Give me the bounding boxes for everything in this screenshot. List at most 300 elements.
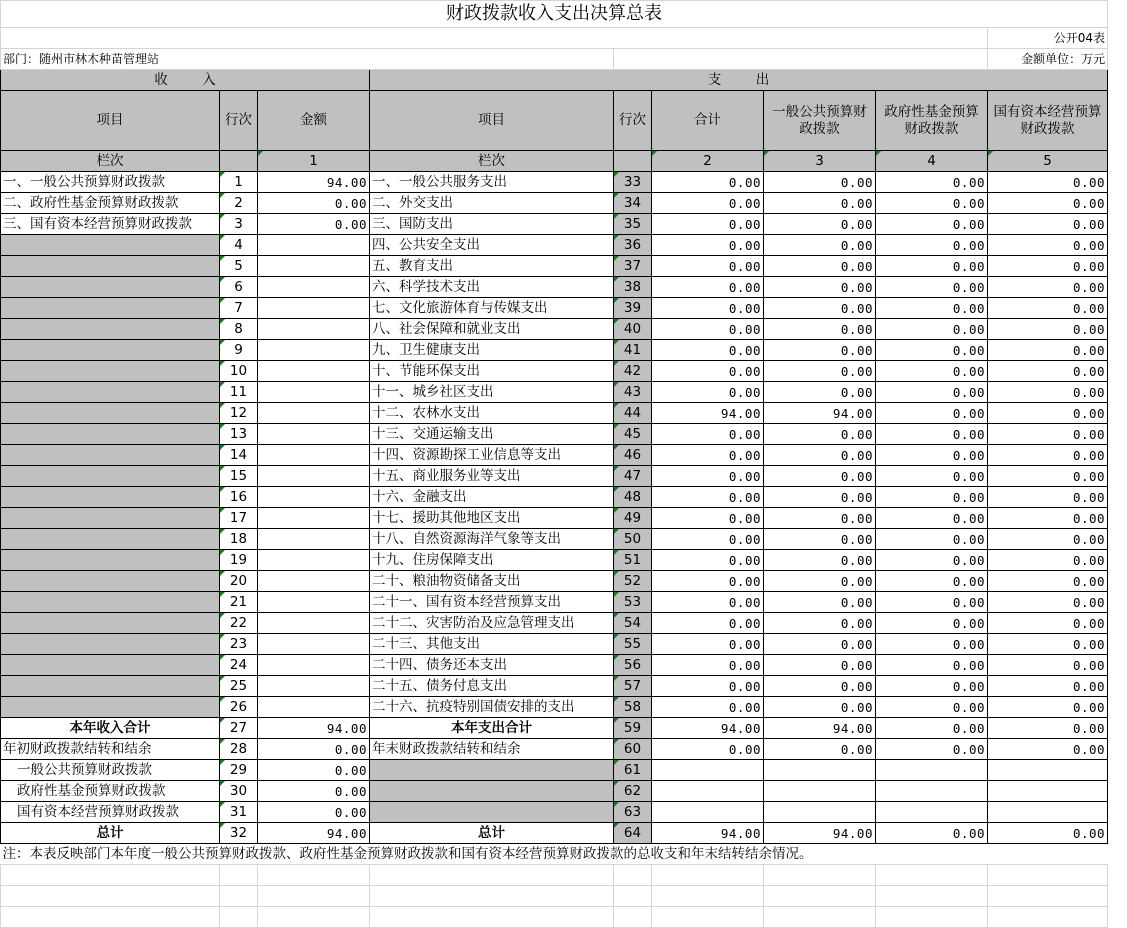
income-amount — [258, 235, 370, 256]
expense-row-no: 49 — [614, 508, 652, 529]
expense-fund: 0.00 — [876, 697, 988, 718]
expense-soe: 0.00 — [988, 382, 1108, 403]
income-row-no: 24 — [220, 655, 258, 676]
expense-general: 0.00 — [764, 676, 876, 697]
expense-row-no: 53 — [614, 592, 652, 613]
income-row-no: 10 — [220, 361, 258, 382]
table-row — [1, 655, 1108, 676]
income-item — [1, 550, 220, 571]
expense-item: 一、一般公共服务支出 — [370, 172, 614, 193]
header-general-budget: 一般公共预算财政拨款 — [764, 91, 876, 151]
expense-fund: 0.00 — [876, 214, 988, 235]
income-item — [1, 529, 220, 550]
income-amount — [258, 466, 370, 487]
income-item: 三、国有资本经营预算财政拨款 — [1, 214, 220, 235]
expense-soe: 0.00 — [988, 508, 1108, 529]
income-row-no: 3 — [220, 214, 258, 235]
summary-income-row-no: 27 — [220, 718, 258, 739]
income-amount — [258, 382, 370, 403]
expense-total: 0.00 — [652, 655, 764, 676]
expense-item: 十六、金融支出 — [370, 487, 614, 508]
summary-expense-fund — [876, 781, 988, 802]
income-item — [1, 361, 220, 382]
expense-row-no: 36 — [614, 235, 652, 256]
summary-expense-soe — [988, 802, 1108, 823]
expense-fund: 0.00 — [876, 655, 988, 676]
income-amount — [258, 571, 370, 592]
expense-total: 0.00 — [652, 382, 764, 403]
summary-expense-row-no: 59 — [614, 718, 652, 739]
expense-soe: 0.00 — [988, 529, 1108, 550]
expense-general: 0.00 — [764, 340, 876, 361]
income-row-no: 19 — [220, 550, 258, 571]
expense-soe: 0.00 — [988, 214, 1108, 235]
expense-general: 0.00 — [764, 487, 876, 508]
table-row — [1, 172, 1108, 193]
table-row — [1, 256, 1108, 277]
expense-item: 二十六、抗疫特别国债安排的支出 — [370, 697, 614, 718]
table-row — [1, 361, 1108, 382]
summary-expense-total: 94.00 — [652, 718, 764, 739]
expense-total: 0.00 — [652, 277, 764, 298]
expense-fund: 0.00 — [876, 466, 988, 487]
income-row-no: 7 — [220, 298, 258, 319]
expense-total: 0.00 — [652, 508, 764, 529]
income-amount — [258, 298, 370, 319]
income-row-no: 14 — [220, 445, 258, 466]
expense-soe: 0.00 — [988, 193, 1108, 214]
expense-item: 七、文化旅游体育与传媒支出 — [370, 298, 614, 319]
income-item — [1, 256, 220, 277]
expense-soe: 0.00 — [988, 340, 1108, 361]
expense-fund: 0.00 — [876, 529, 988, 550]
summary-expense-general: 94.00 — [764, 823, 876, 844]
expense-soe: 0.00 — [988, 403, 1108, 424]
income-amount — [258, 613, 370, 634]
column-index-3: 3 — [764, 151, 876, 172]
income-amount: 94.00 — [258, 172, 370, 193]
summary-expense-general: 94.00 — [764, 718, 876, 739]
expense-general: 0.00 — [764, 256, 876, 277]
summary-income-item: 总计 — [1, 823, 220, 844]
expense-soe: 0.00 — [988, 424, 1108, 445]
summary-expense-fund — [876, 802, 988, 823]
summary-expense-fund — [876, 760, 988, 781]
expense-soe: 0.00 — [988, 256, 1108, 277]
expense-row-no: 55 — [614, 634, 652, 655]
expense-general: 0.00 — [764, 193, 876, 214]
expense-row-no: 43 — [614, 382, 652, 403]
expense-general: 0.00 — [764, 424, 876, 445]
expense-general: 0.00 — [764, 298, 876, 319]
expense-row-no: 47 — [614, 466, 652, 487]
income-item — [1, 424, 220, 445]
summary-income-amount: 94.00 — [258, 718, 370, 739]
expense-fund: 0.00 — [876, 592, 988, 613]
expense-item: 十五、商业服务业等支出 — [370, 466, 614, 487]
expense-soe: 0.00 — [988, 172, 1108, 193]
table-row — [1, 214, 1108, 235]
expense-fund: 0.00 — [876, 298, 988, 319]
summary-expense-general: 0.00 — [764, 739, 876, 760]
expense-item: 十九、住房保障支出 — [370, 550, 614, 571]
summary-income-item: 本年收入合计 — [1, 718, 220, 739]
summary-row — [1, 760, 1108, 781]
income-row-no: 15 — [220, 466, 258, 487]
income-amount — [258, 445, 370, 466]
table-row — [1, 592, 1108, 613]
expense-item: 八、社会保障和就业支出 — [370, 319, 614, 340]
expense-row-no: 33 — [614, 172, 652, 193]
income-row-no: 22 — [220, 613, 258, 634]
income-row-no: 26 — [220, 697, 258, 718]
expense-item: 十三、交通运输支出 — [370, 424, 614, 445]
summary-income-amount: 0.00 — [258, 739, 370, 760]
income-amount — [258, 634, 370, 655]
column-index-4: 4 — [876, 151, 988, 172]
expense-fund: 0.00 — [876, 634, 988, 655]
income-row-no: 21 — [220, 592, 258, 613]
expense-total: 94.00 — [652, 403, 764, 424]
summary-expense-total — [652, 802, 764, 823]
expense-item: 十四、资源勘探工业信息等支出 — [370, 445, 614, 466]
expense-soe: 0.00 — [988, 319, 1108, 340]
income-item — [1, 319, 220, 340]
income-amount — [258, 256, 370, 277]
income-item: 二、政府性基金预算财政拨款 — [1, 193, 220, 214]
expense-soe: 0.00 — [988, 277, 1108, 298]
expense-fund: 0.00 — [876, 256, 988, 277]
expense-general: 0.00 — [764, 277, 876, 298]
expense-row-no: 37 — [614, 256, 652, 277]
table-row — [1, 445, 1108, 466]
expense-row-no: 41 — [614, 340, 652, 361]
expense-general: 0.00 — [764, 235, 876, 256]
expense-total: 0.00 — [652, 298, 764, 319]
income-amount — [258, 487, 370, 508]
expense-total: 0.00 — [652, 697, 764, 718]
income-item — [1, 697, 220, 718]
expense-general: 0.00 — [764, 466, 876, 487]
expense-item: 十二、农林水支出 — [370, 403, 614, 424]
expense-item: 二十三、其他支出 — [370, 634, 614, 655]
expense-general: 0.00 — [764, 382, 876, 403]
summary-expense-soe — [988, 760, 1108, 781]
header-expense-item: 项目 — [370, 91, 614, 151]
expense-row-no: 57 — [614, 676, 652, 697]
income-amount — [258, 424, 370, 445]
summary-expense-total — [652, 781, 764, 802]
expense-total: 0.00 — [652, 487, 764, 508]
summary-income-amount: 0.00 — [258, 781, 370, 802]
income-row-no: 13 — [220, 424, 258, 445]
summary-income-item: 一般公共预算财政拨款 — [1, 760, 220, 781]
unit-label: 金额单位：万元 — [988, 49, 1108, 70]
expense-general: 0.00 — [764, 445, 876, 466]
summary-expense-item: 总计 — [370, 823, 614, 844]
income-amount: 0.00 — [258, 214, 370, 235]
expense-row-no: 34 — [614, 193, 652, 214]
expense-item: 十、节能环保支出 — [370, 361, 614, 382]
expense-row-no: 38 — [614, 277, 652, 298]
income-amount — [258, 277, 370, 298]
income-row-no: 2 — [220, 193, 258, 214]
summary-expense-row-no: 63 — [614, 802, 652, 823]
expense-row-no: 35 — [614, 214, 652, 235]
income-item — [1, 466, 220, 487]
expense-fund: 0.00 — [876, 235, 988, 256]
expense-general: 0.00 — [764, 655, 876, 676]
summary-row — [1, 802, 1108, 823]
expense-item: 六、科学技术支出 — [370, 277, 614, 298]
income-row-no: 11 — [220, 382, 258, 403]
expense-soe: 0.00 — [988, 676, 1108, 697]
income-item: 一、一般公共预算财政拨款 — [1, 172, 220, 193]
income-row-no: 25 — [220, 676, 258, 697]
header-income-row-no: 行次 — [220, 91, 258, 151]
summary-expense-item: 年末财政拨款结转和结余 — [370, 739, 614, 760]
income-item — [1, 592, 220, 613]
table-row — [1, 634, 1108, 655]
expense-item: 二十四、债务还本支出 — [370, 655, 614, 676]
expense-fund: 0.00 — [876, 487, 988, 508]
expense-row-no: 52 — [614, 571, 652, 592]
summary-income-item: 国有资本经营预算财政拨款 — [1, 802, 220, 823]
expense-fund: 0.00 — [876, 403, 988, 424]
income-row-no: 23 — [220, 634, 258, 655]
expense-fund: 0.00 — [876, 445, 988, 466]
expense-soe: 0.00 — [988, 592, 1108, 613]
summary-expense-general — [764, 781, 876, 802]
expense-general: 0.00 — [764, 319, 876, 340]
income-row-no: 12 — [220, 403, 258, 424]
expense-row-no: 42 — [614, 361, 652, 382]
summary-expense-soe: 0.00 — [988, 823, 1108, 844]
income-row-no: 18 — [220, 529, 258, 550]
income-row-no: 20 — [220, 571, 258, 592]
summary-expense-item — [370, 760, 614, 781]
summary-income-row-no: 28 — [220, 739, 258, 760]
expense-total: 0.00 — [652, 676, 764, 697]
expense-total: 0.00 — [652, 613, 764, 634]
expense-fund: 0.00 — [876, 193, 988, 214]
table-row — [1, 277, 1108, 298]
summary-expense-row-no: 61 — [614, 760, 652, 781]
expense-total: 0.00 — [652, 634, 764, 655]
income-amount: 0.00 — [258, 193, 370, 214]
expense-total: 0.00 — [652, 550, 764, 571]
summary-expense-total: 0.00 — [652, 739, 764, 760]
summary-income-amount: 0.00 — [258, 802, 370, 823]
table-row — [1, 697, 1108, 718]
expense-general: 0.00 — [764, 550, 876, 571]
form-number: 公开04表 — [988, 28, 1108, 49]
expense-item: 二十一、国有资本经营预算支出 — [370, 592, 614, 613]
expense-fund: 0.00 — [876, 508, 988, 529]
expense-general: 0.00 — [764, 634, 876, 655]
expense-soe: 0.00 — [988, 487, 1108, 508]
expense-total: 0.00 — [652, 529, 764, 550]
expense-total: 0.00 — [652, 340, 764, 361]
expense-row-no: 40 — [614, 319, 652, 340]
summary-expense-fund: 0.00 — [876, 718, 988, 739]
expense-total: 0.00 — [652, 235, 764, 256]
income-row-no: 4 — [220, 235, 258, 256]
expense-total: 0.00 — [652, 214, 764, 235]
income-amount — [258, 319, 370, 340]
expense-row-no: 39 — [614, 298, 652, 319]
summary-expense-total — [652, 760, 764, 781]
expense-soe: 0.00 — [988, 235, 1108, 256]
table-row — [1, 424, 1108, 445]
summary-income-item: 年初财政拨款结转和结余 — [1, 739, 220, 760]
footnote: 注：本表反映部门本年度一般公共预算财政拨款、政府性基金预算财政拨款和国有资本经营预算财政拨款的总收支和年末结转结余情况。 — [2, 845, 813, 862]
expense-total: 0.00 — [652, 445, 764, 466]
expense-total: 0.00 — [652, 361, 764, 382]
expense-fund: 0.00 — [876, 340, 988, 361]
table-row — [1, 193, 1108, 214]
expense-item: 二十、粮油物资储备支出 — [370, 571, 614, 592]
expense-row-no: 56 — [614, 655, 652, 676]
expense-row-no: 54 — [614, 613, 652, 634]
table-row — [1, 571, 1108, 592]
expense-soe: 0.00 — [988, 445, 1108, 466]
expense-row-no: 50 — [614, 529, 652, 550]
expense-total: 0.00 — [652, 592, 764, 613]
expense-soe: 0.00 — [988, 298, 1108, 319]
table-row — [1, 298, 1108, 319]
income-item — [1, 445, 220, 466]
header-expense-row-no: 行次 — [614, 91, 652, 151]
table-row — [1, 319, 1108, 340]
expense-general: 0.00 — [764, 592, 876, 613]
table-row — [1, 487, 1108, 508]
summary-row — [1, 781, 1108, 802]
summary-expense-general — [764, 760, 876, 781]
expense-general: 94.00 — [764, 403, 876, 424]
income-amount — [258, 697, 370, 718]
income-item — [1, 676, 220, 697]
income-item — [1, 298, 220, 319]
expense-total: 0.00 — [652, 424, 764, 445]
income-section-header: 收 入 — [1, 70, 370, 91]
expense-general: 0.00 — [764, 214, 876, 235]
expense-soe: 0.00 — [988, 550, 1108, 571]
expense-item: 五、教育支出 — [370, 256, 614, 277]
income-row-no: 5 — [220, 256, 258, 277]
summary-expense-row-no: 64 — [614, 823, 652, 844]
summary-row — [1, 718, 1108, 739]
summary-expense-row-no: 62 — [614, 781, 652, 802]
expense-total: 0.00 — [652, 571, 764, 592]
summary-expense-soe — [988, 781, 1108, 802]
expense-general: 0.00 — [764, 172, 876, 193]
income-amount — [258, 361, 370, 382]
summary-income-amount: 0.00 — [258, 760, 370, 781]
income-amount — [258, 592, 370, 613]
expense-general: 0.00 — [764, 508, 876, 529]
income-amount — [258, 655, 370, 676]
income-amount — [258, 550, 370, 571]
table-row — [1, 235, 1108, 256]
summary-income-item: 政府性基金预算财政拨款 — [1, 781, 220, 802]
expense-fund: 0.00 — [876, 424, 988, 445]
expense-soe: 0.00 — [988, 361, 1108, 382]
expense-fund: 0.00 — [876, 172, 988, 193]
summary-expense-item — [370, 781, 614, 802]
summary-row — [1, 739, 1108, 760]
expense-item: 二十二、灾害防治及应急管理支出 — [370, 613, 614, 634]
income-item — [1, 508, 220, 529]
summary-expense-total: 94.00 — [652, 823, 764, 844]
expense-item: 三、国防支出 — [370, 214, 614, 235]
expense-total: 0.00 — [652, 256, 764, 277]
expense-fund: 0.00 — [876, 277, 988, 298]
summary-expense-item — [370, 802, 614, 823]
header-soe-budget: 国有资本经营预算财政拨款 — [988, 91, 1108, 151]
income-amount — [258, 676, 370, 697]
summary-income-row-no: 30 — [220, 781, 258, 802]
summary-income-row-no: 29 — [220, 760, 258, 781]
expense-soe: 0.00 — [988, 613, 1108, 634]
income-item — [1, 613, 220, 634]
expense-fund: 0.00 — [876, 676, 988, 697]
summary-income-amount: 94.00 — [258, 823, 370, 844]
expense-soe: 0.00 — [988, 571, 1108, 592]
column-index-label: 栏次 — [370, 151, 614, 172]
column-index-1: 1 — [258, 151, 370, 172]
table-row — [1, 340, 1108, 361]
income-item — [1, 634, 220, 655]
header-fund-budget: 政府性基金预算财政拨款 — [876, 91, 988, 151]
expense-soe: 0.00 — [988, 634, 1108, 655]
income-item — [1, 235, 220, 256]
income-amount — [258, 508, 370, 529]
table-row — [1, 550, 1108, 571]
column-index-2: 2 — [652, 151, 764, 172]
summary-income-row-no: 32 — [220, 823, 258, 844]
expense-item: 十八、自然资源海洋气象等支出 — [370, 529, 614, 550]
expense-item: 四、公共安全支出 — [370, 235, 614, 256]
header-income-amount: 金额 — [258, 91, 370, 151]
expense-fund: 0.00 — [876, 319, 988, 340]
expense-row-no: 48 — [614, 487, 652, 508]
expense-total: 0.00 — [652, 319, 764, 340]
expense-total: 0.00 — [652, 193, 764, 214]
summary-row — [1, 823, 1108, 844]
summary-expense-soe: 0.00 — [988, 739, 1108, 760]
expense-general: 0.00 — [764, 361, 876, 382]
expense-fund: 0.00 — [876, 550, 988, 571]
expense-fund: 0.00 — [876, 382, 988, 403]
income-item — [1, 571, 220, 592]
expense-row-no: 44 — [614, 403, 652, 424]
table-row — [1, 508, 1108, 529]
summary-expense-item: 本年支出合计 — [370, 718, 614, 739]
expense-row-no: 58 — [614, 697, 652, 718]
expense-fund: 0.00 — [876, 613, 988, 634]
table-row — [1, 403, 1108, 424]
expense-soe: 0.00 — [988, 655, 1108, 676]
expense-row-no: 46 — [614, 445, 652, 466]
expense-soe: 0.00 — [988, 697, 1108, 718]
expense-total: 0.00 — [652, 172, 764, 193]
table-row — [1, 676, 1108, 697]
table-row — [1, 382, 1108, 403]
income-amount — [258, 340, 370, 361]
income-item — [1, 403, 220, 424]
income-item — [1, 340, 220, 361]
